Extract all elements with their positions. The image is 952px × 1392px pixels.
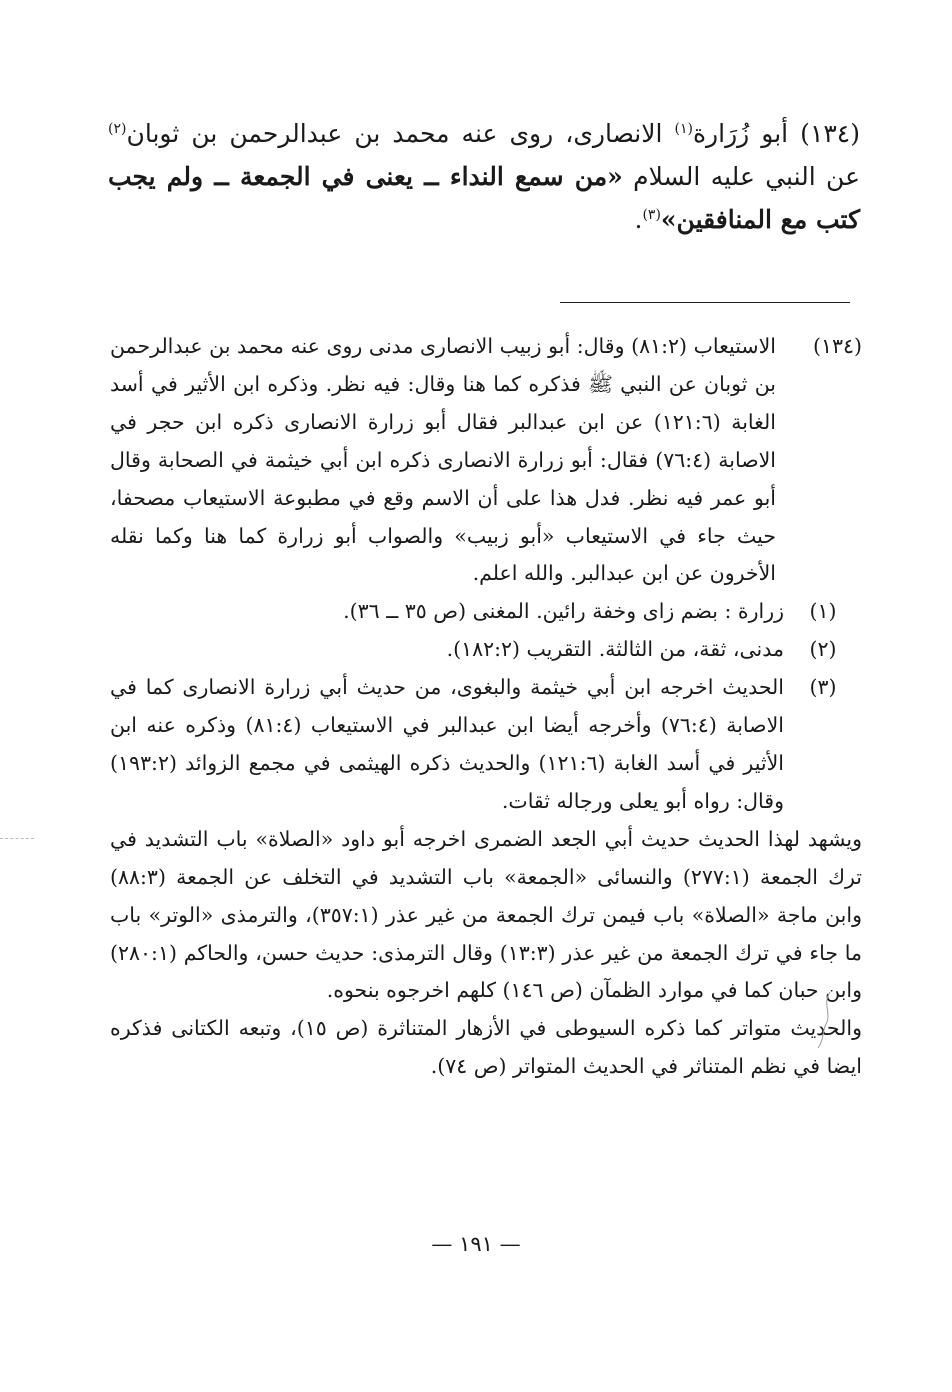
hadith-entry xyxy=(108,112,860,241)
entry-narration: الانصارى، روى عنه محمد بن عبدالرحمن بن ثوبان xyxy=(126,119,675,148)
footnote-1-number: (١) xyxy=(809,599,837,624)
footnote-separator xyxy=(560,302,850,303)
footnote-1 xyxy=(110,593,862,631)
main-note-text: الاستيعاب (٨١:٢) وقال: أبو زبيب الانصارى مدنى روى عنه محمد بن عبدالرحمن بن ثوبان عن النبي ﷺ فذكره كما هنا وقال: فيه نظر. وذكره ابن الأثير في أسد الغابة (١٢١:٦) عن ابن عبدالبر فقال أبو زرارة الانصارى ذكره ابن حجر في الاصابة (٧٦:٤) فقال: أبو زرارة الانصارى ذكره ابن أبي خيثمة في الصحابة وقال أبو عمر فيه نظر. فدل هذا على أن الاسم وقع في مطبوعة الاستيعاب مصحفا، حيث جاء في الاستيعاب «أبو زبيب» والصواب أبو زرارة كما هنا وكما نقله الأخرون عن ابن عبدالبر. والله اعلم. xyxy=(110,334,776,586)
footnote-ref-2: (٢) xyxy=(108,121,127,137)
footnote-3-text: الحديث اخرجه ابن أبي خيثمة والبغوى، من حديث أبي زرارة الانصارى كما في الاصابة (٧٦:٤) وأخرجه أيضا ابن عبدالبر في الاستيعاب (٨١:٤) وذكره عنه ابن الأثير في أسد الغابة (١٢١:٦) والحديث ذكره الهيثمى في مجمع الزوائد (١٩٣:٢) وقال: رواه أبو يعلى ورجاله ثقات. xyxy=(110,675,784,813)
footnote-2-text: مدنى، ثقة، من الثالثة. التقريب (١٨٢:٢). xyxy=(446,637,784,662)
footnote-ref-3: (٣) xyxy=(642,207,661,223)
page-number: — ١٩١ — xyxy=(431,1232,521,1256)
entry-end: . xyxy=(634,205,643,234)
hadith-quote: «من سمع النداء ــ يعنى في الجمعة ــ ولم يجب كتب مع المنافقين» xyxy=(108,162,860,234)
main-note xyxy=(110,328,862,593)
supporting-paragraph: ويشهد لهذا الحديث حديث أبي الجعد الضمرى اخرجه أبو داود «الصلاة» باب التشديد في ترك الجمعة (٢٧٧:١) والنسائى «الجمعة» باب التشديد في التخلف عن الجمعة (٨٨:٣) وابن ماجة «الصلاة» باب فيمن ترك الجمعة من غير عذر (٣٥٧:١)، والترمذى «الوتر» باب ما جاء في ترك الجمعة من غير عذر (١٣:٣) وقال الترمذى: حديث حسن، والحاكم (٢٨٠:١) وابن حبان كما في موارد الظمآن (ص ١٤٦) كلهم اخرجوه بنحوه. xyxy=(110,826,862,1003)
footnote-3 xyxy=(110,669,862,821)
entry-number: (١٣٤) xyxy=(800,119,860,148)
margin-mark xyxy=(0,838,34,839)
main-note-number: (١٣٤) xyxy=(812,334,862,358)
tawatur-paragraph: والحديث متواتر كما ذكره السيوطى في الأزهار المتناثرة (ص ١٥)، وتبعه الكتانى فذكره ايضا في نظم المتناثر في الحديث المتواتر (ص ٧٤). xyxy=(110,1016,862,1079)
footnote-2 xyxy=(110,631,862,669)
footnote-3-number: (٣) xyxy=(809,675,837,700)
footnotes-section xyxy=(110,328,862,1086)
entry-attribution: عن النبي عليه السلام xyxy=(622,162,860,191)
entry-name: أبو زُرَارة xyxy=(692,119,789,148)
margin-annotation-mark xyxy=(816,990,836,1050)
footnote-1-text: زرارة : بضم زاى وخفة رائين. المغنى (ص ٣٥ ــ ٣٦). xyxy=(343,599,784,624)
footnote-ref-1: (١) xyxy=(674,121,693,137)
footnote-2-number: (٢) xyxy=(809,637,837,662)
